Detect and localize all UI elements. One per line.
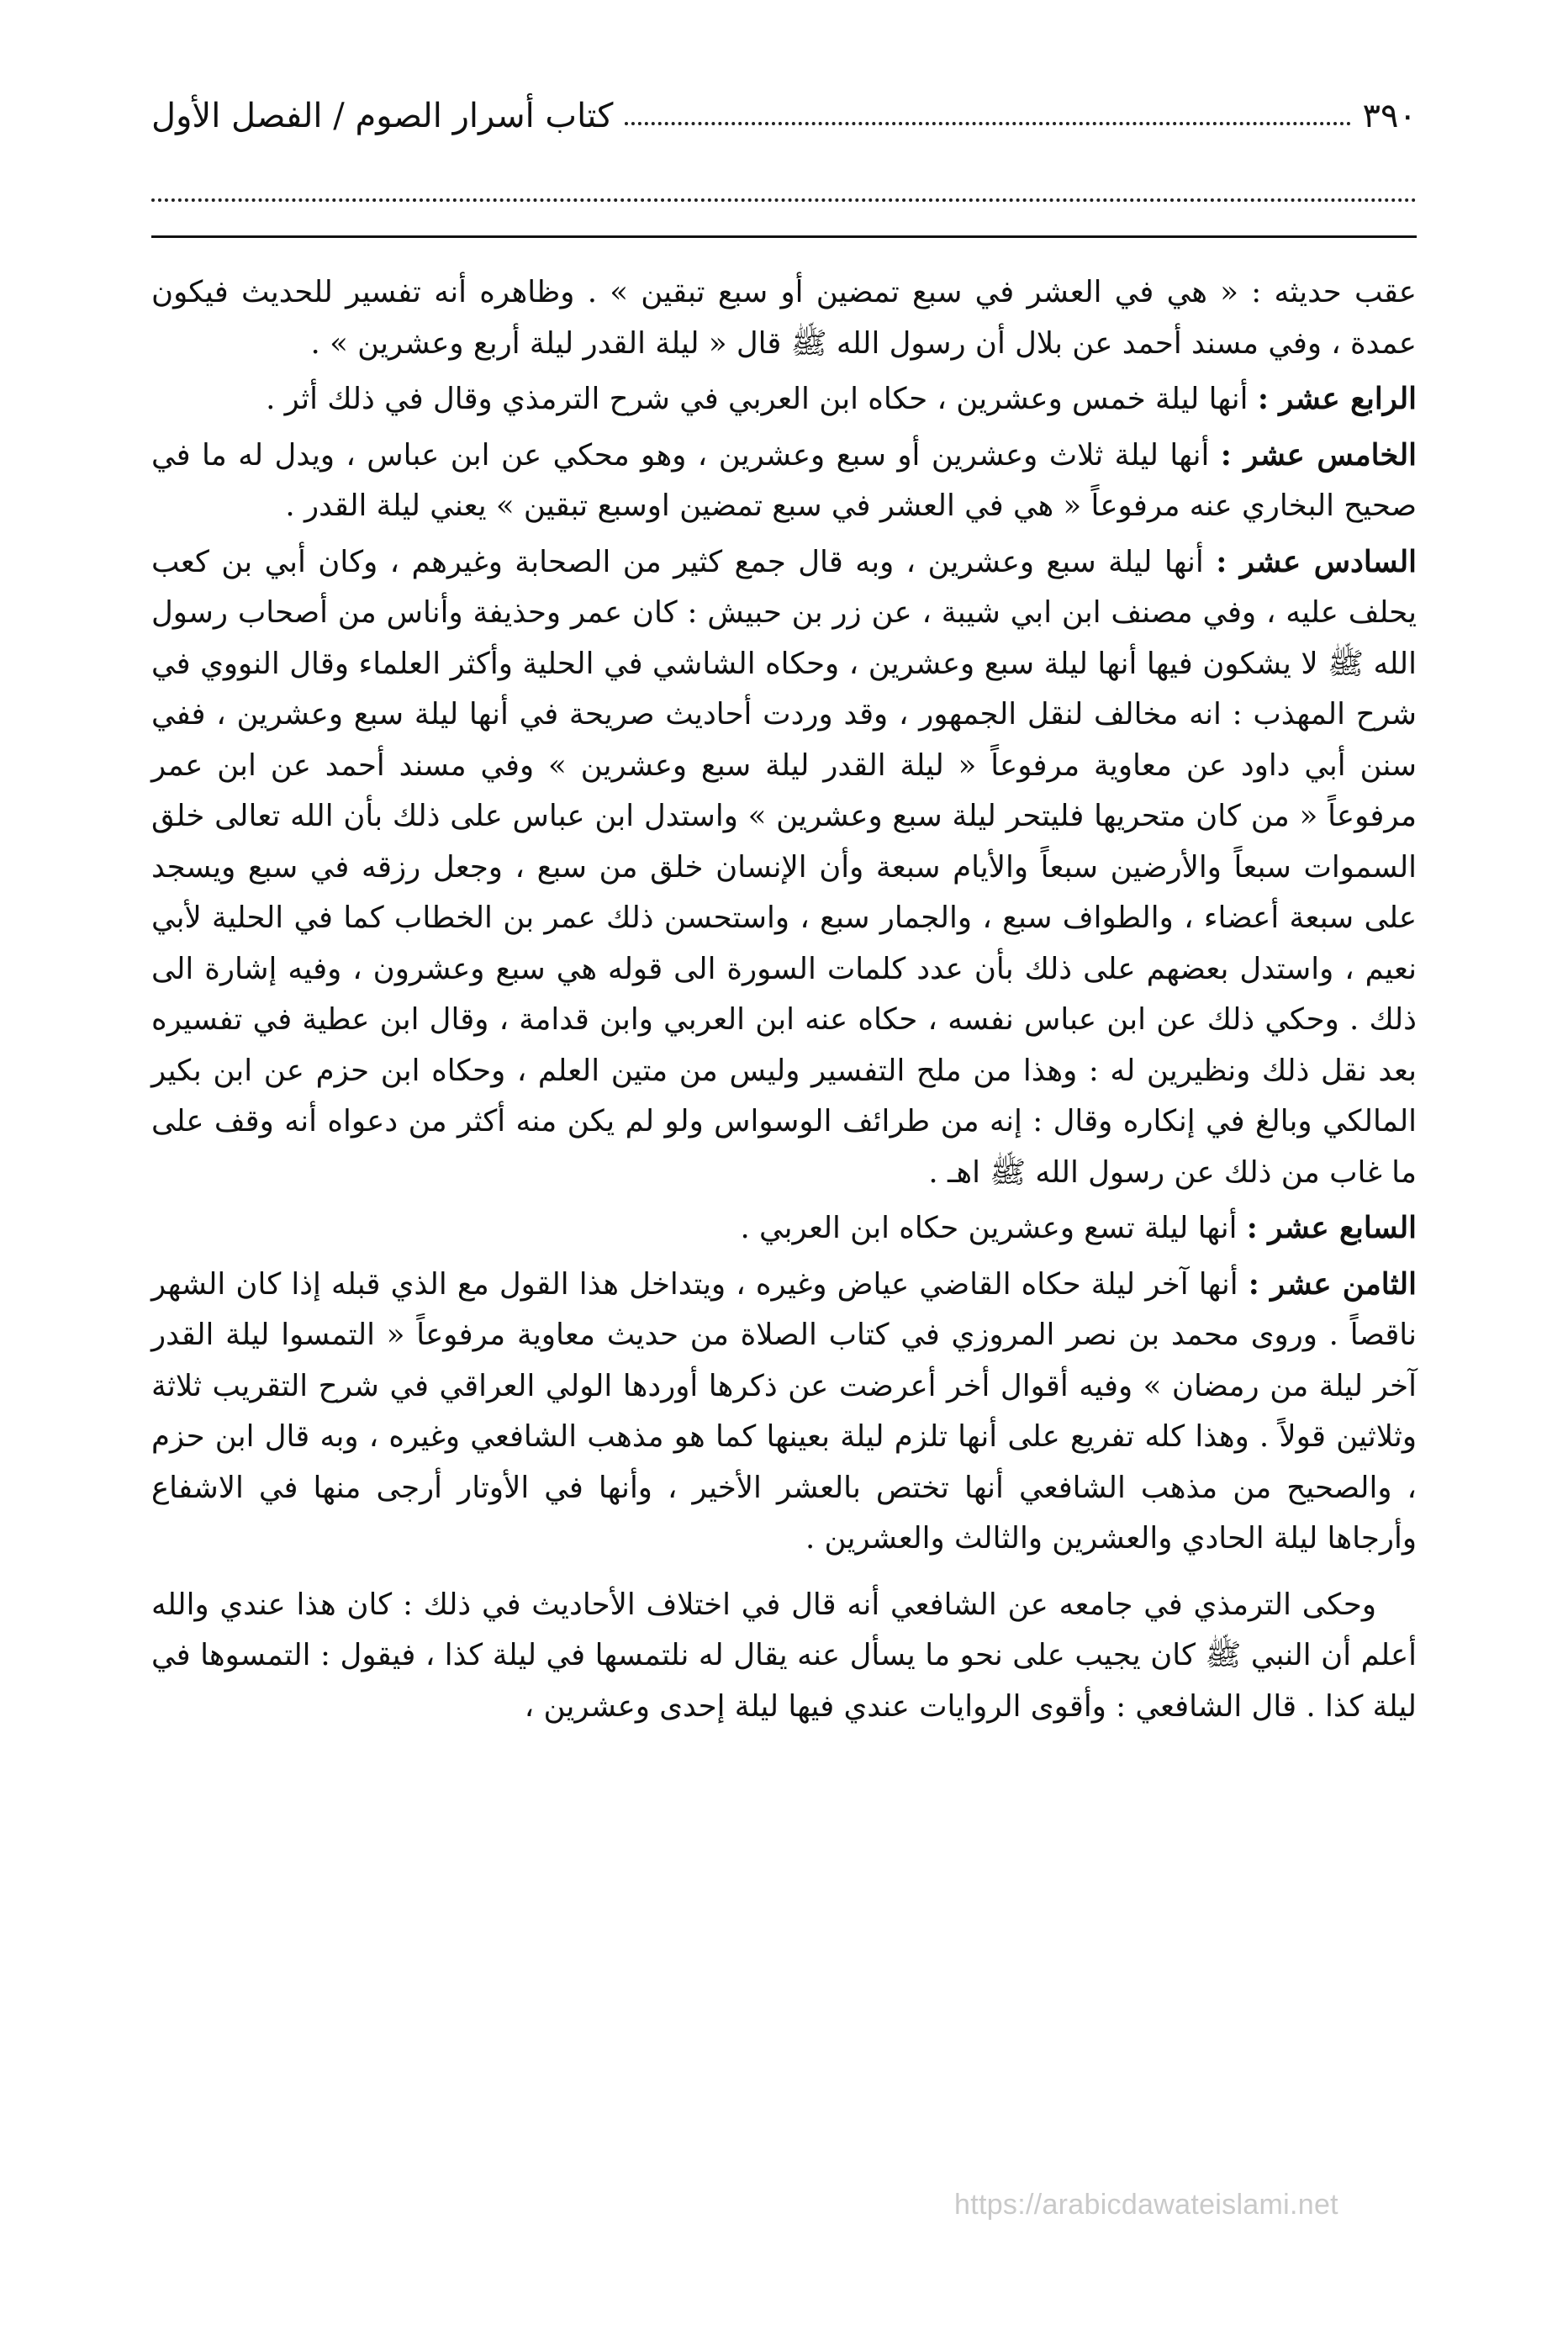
page-number: ٣٩٠ [1362, 97, 1417, 135]
paragraph-fourteenth [151, 374, 1417, 425]
header-rule [151, 235, 1417, 238]
body-text [151, 267, 1417, 1737]
paragraph-fifteenth [151, 431, 1417, 532]
paragraph-seventeenth [151, 1203, 1417, 1255]
header-dotted-leader [625, 122, 1350, 125]
paragraph-text: عقب حديثه : « هي في العشر في سبع تمضين أو سبع تبقين » . وظاهره أنه تفسير للحديث فيكون عمدة ، وفي مسند أحمد عن بلال أن رسول الله ﷺ قال « ليلة القدر ليلة أربع وعشرين » . [151, 275, 1417, 361]
running-title: كتاب أسرار الصوم / الفصل الأول [151, 97, 614, 135]
paragraph-eighteenth [151, 1260, 1417, 1565]
paragraph-tirmidhi [151, 1580, 1417, 1733]
page-header [151, 91, 1417, 141]
paragraph-lead: الرابع عشر : [1257, 382, 1417, 416]
paragraph-text: أنها ليلة ثلاث وعشرين أو سبع وعشرين ، وهو محكي عن ابن عباس ، ويدل له ما في صحيح البخاري عنه مرفوعاً « هي في العشر في سبع تمضين اوسبع تبقين » يعني ليلة القدر . [151, 437, 1417, 523]
paragraph-text: أنها آخر ليلة حكاه القاضي عياض وغيره ، ويتداخل هذا القول مع الذي قبله إذا كان الشهر ناقصاً . وروى محمد بن نصر المروزي في كتاب الصلاة من حديث معاوية مرفوعاً « التمسوا ليلة القدر آخر ليلة من رمضان » وفيه أقوال أخر أعرضت عن ذكرها أوردها الولي العراقي في شرح التقريب ثلاثة وثلاثين قولاً . وهذا كله تفريع على أنها تلزم ليلة بعينها كما هو مذهب الشافعي وغيره ، وبه قال ابن حزم ، والصحيح من مذهب الشافعي أنها تختص بالعشر الأخير ، وأنها في الأوتار أرجى منها في الاشفاع وأرجاها ليلة الحادي والعشرين والثالث والعشرين . [151, 1266, 1417, 1556]
paragraph-lead: الخامس عشر : [1220, 437, 1418, 473]
paragraph-text: وحكى الترمذي في جامعه عن الشافعي أنه قال في اختلاف الأحاديث في ذلك : كان هذا عندي والله أعلم أن النبي ﷺ كان يجيب على نحو ما يسأل عنه يقال له نلتمسها في ليلة كذا ، فيقول : التمسوها في ليلة كذا . قال الشافعي : وأقوى الروايات عندي فيها ليلة إحدى وعشرين ، [151, 1587, 1417, 1724]
paragraph-text: أنها ليلة خمس وعشرين ، حكاه ابن العربي في شرح الترمذي وقال في ذلك أثر . [266, 382, 1258, 416]
paragraph-sixteenth [151, 537, 1417, 1199]
header-dotted-line [151, 198, 1417, 202]
paragraph-lead: السادس عشر : [1216, 544, 1417, 579]
watermark-url: https://arabicdawateislami.net [954, 2189, 1338, 2221]
paragraph-text: أنها ليلة تسع وعشرين حكاه ابن العربي . [740, 1211, 1247, 1245]
paragraph-text: أنها ليلة سبع وعشرين ، وبه قال جمع كثير من الصحابة وغيرهم ، وكان أبي بن كعب يحلف عليه ، وفي مصنف ابن ابي شيبة ، عن زر بن حبيش : كان عمر وحذيفة وأناس من أصحاب رسول الله ﷺ لا يشكون فيها أنها ليلة سبع وعشرين ، وحكاه الشاشي في الحلية وأكثر العلماء وقال النووي في شرح المهذب : انه مخالف لنقل الجمهور ، وقد وردت أحاديث صريحة في أنها ليلة سبع وعشرين ، ففي سنن أبي داود عن معاوية مرفوعاً « ليلة القدر ليلة سبع وعشرين » وفي مسند أحمد عن ابن عمر مرفوعاً « من كان متحريها فليتحر ليلة سبع وعشرين » واستدل ابن عباس على ذلك بأن الله تعالى خلق السموات سبعاً والأرضين سبعاً والأيام سبعة وأن الإنسان خلق من سبع ، وجعل رزقه في سبع ويسجد على سبعة أعضاء ، والطواف سبع ، والجمار سبع ، واستحسن ذلك عمر بن الخطاب كما في الحلية لأبي نعيم ، واستدل بعضهم على ذلك بأن عدد كلمات السورة الى قوله هي سبع وعشرون ، وفيه إشارة الى ذلك . وحكي ذلك عن ابن عباس نفسه ، حكاه عنه ابن العربي وابن قدامة ، وقال ابن عطية في تفسيره بعد نقل ذلك ونظيرين له : وهذا من ملح التفسير وليس من متين العلم ، وحكاه ابن حزم عن ابن بكير المالكي وبالغ في إنكاره وقال : إنه من طرائف الوسواس ولو لم يكن منه أكثر من دعواه أنه وقف على ما غاب من ذلك عن رسول الله ﷺ اهـ . [151, 544, 1417, 1190]
paragraph-continuation [151, 267, 1417, 369]
paragraph-lead: السابع عشر : [1246, 1211, 1417, 1245]
paragraph-lead: الثامن عشر : [1248, 1266, 1417, 1302]
